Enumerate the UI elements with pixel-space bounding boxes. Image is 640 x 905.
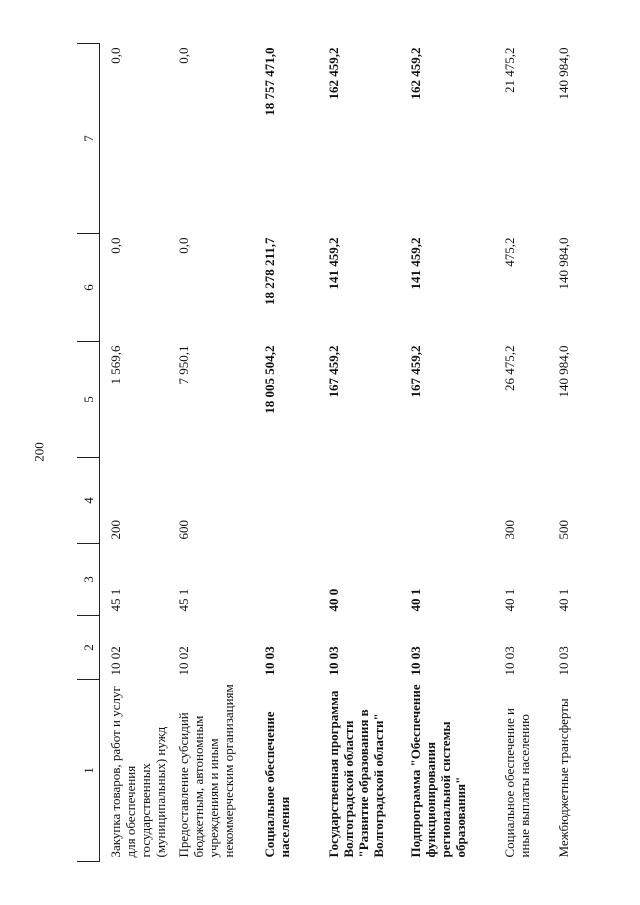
target-code: 45 1 [176, 588, 191, 612]
table-row [168, 44, 254, 862]
amount-col-5: 7 950,1 [176, 345, 191, 385]
amount-col-7: 18 757 471,0 [262, 47, 277, 116]
amount-col-6: 18 278 211,7 [262, 237, 277, 306]
section-code: 10 02 [176, 646, 191, 676]
row-name: Социальное обеспечение и иные выплаты населению [502, 708, 532, 858]
amount-col-7: 140 984,0 [556, 47, 571, 100]
expense-type-code: 200 [108, 520, 123, 540]
row-name: Предоставление субсидий бюджетным, автономным учреждениям и иным некоммерческим организациям [176, 684, 236, 858]
amount-col-5: 140 984,0 [556, 345, 571, 398]
amount-col-6: 141 459,2 [408, 237, 423, 290]
column-header: 7 [77, 44, 100, 234]
amount-col-6: 140 984,0 [556, 237, 571, 290]
section-code: 10 03 [326, 646, 341, 676]
expense-type-code: 300 [502, 520, 517, 540]
column-header: 2 [77, 616, 100, 680]
amount-col-6: 475,2 [502, 237, 517, 267]
table-row [494, 44, 548, 862]
amount-col-7: 0,0 [108, 47, 123, 64]
amount-col-5: 167 459,2 [326, 345, 341, 398]
budget-table [77, 43, 586, 862]
target-code: 40 0 [326, 588, 341, 612]
row-name: Социальное обеспечение населения [262, 711, 292, 858]
row-name: Закупка товаров, работ и услуг для обеспечения государственных (муниципальных) нужд [108, 686, 168, 858]
amount-col-7: 21 475,2 [502, 47, 517, 93]
table-row [548, 44, 586, 862]
expense-type-code [318, 458, 400, 544]
column-header: 6 [77, 234, 100, 342]
expense-type-code: 600 [176, 520, 191, 540]
column-number-row [77, 44, 100, 862]
table-row [254, 44, 318, 862]
amount-col-5: 167 459,2 [408, 345, 423, 398]
amount-col-5: 18 005 504,2 [262, 345, 277, 414]
target-code: 45 1 [108, 588, 123, 612]
row-name: Подпрограмма "Обеспечение функционирования региональной системы образования" [408, 684, 468, 858]
rotated-page-content [77, 44, 609, 862]
amount-col-5: 1 569,6 [108, 345, 123, 385]
row-name: Государственная программа Волгоградской области "Развитие образования в Волгоградской области" [326, 690, 386, 858]
section-code: 10 02 [108, 646, 123, 676]
target-code [254, 544, 318, 616]
section-code: 10 03 [502, 646, 517, 676]
column-header: 4 [77, 458, 100, 544]
target-code: 40 1 [408, 588, 423, 612]
section-code: 10 03 [556, 646, 571, 676]
amount-col-5: 26 475,2 [502, 345, 517, 391]
table-row [100, 44, 169, 862]
amount-col-6: 0,0 [176, 237, 191, 254]
expense-type-code [400, 458, 494, 544]
amount-col-7: 0,0 [176, 47, 191, 64]
column-header: 3 [77, 544, 100, 616]
target-code: 40 1 [556, 588, 571, 612]
page-number: 200 [31, 442, 47, 462]
section-code: 10 03 [262, 646, 277, 676]
section-code: 10 03 [408, 646, 423, 676]
column-header: 1 [77, 680, 100, 862]
target-code: 40 1 [502, 588, 517, 612]
expense-type-code [254, 458, 318, 544]
table-row [318, 44, 400, 862]
amount-col-7: 162 459,2 [326, 47, 341, 100]
column-header: 5 [77, 342, 100, 458]
amount-col-7: 162 459,2 [408, 47, 423, 100]
amount-col-6: 0,0 [108, 237, 123, 254]
row-name: Межбюджетные трансферты [556, 698, 571, 858]
expense-type-code: 500 [556, 520, 571, 540]
amount-col-6: 141 459,2 [326, 237, 341, 290]
table-row [400, 44, 494, 862]
